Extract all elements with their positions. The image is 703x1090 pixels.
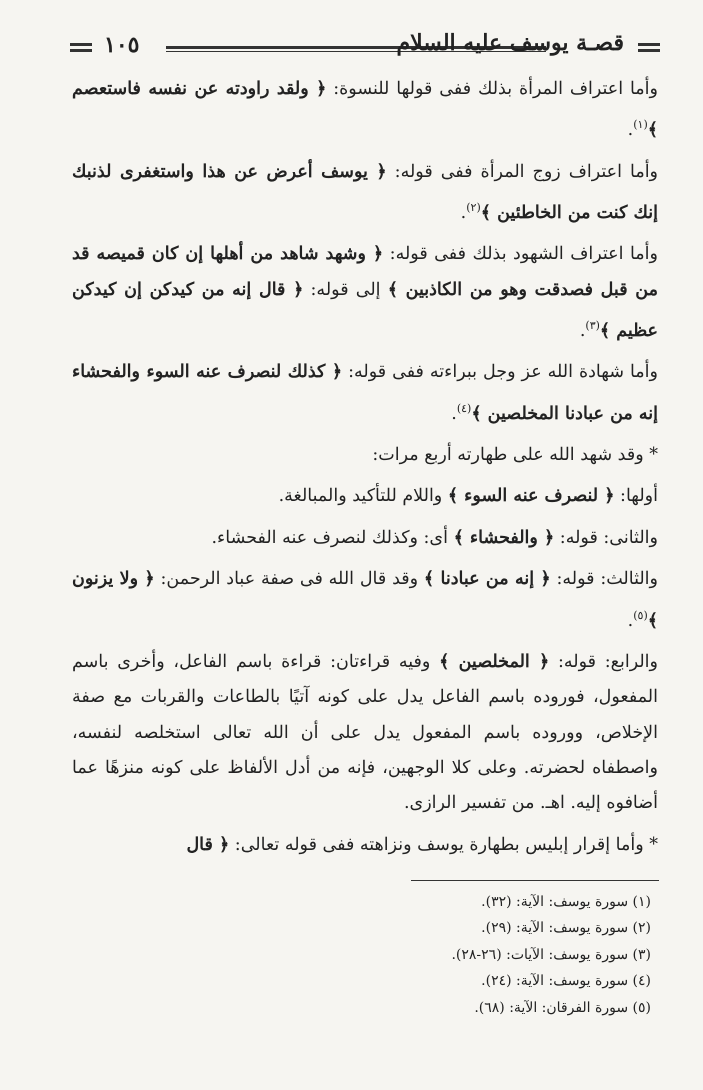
footnote: (٢) سورة يوسف: الآية: (٢٩). xyxy=(481,920,651,937)
quran-quote: ﴿ قال إنه من كيدكن إن كيدكن عظيم ﴾ xyxy=(72,279,658,341)
quran-quote: ﴿ المخلصين ﴾ xyxy=(439,651,550,672)
footnote-separator xyxy=(411,880,659,881)
header-rule xyxy=(70,49,92,52)
paragraph: * وأما إقرار إبليس بطهارة يوسف ونزاهته ففى قوله تعالى: ﴿ قال xyxy=(186,834,658,855)
quran-quote: ﴿ وشهد شاهد من أهلها إن كان قميصه قد من قبل فصدقت وهو من الكاذبين ﴾ xyxy=(72,244,658,300)
paragraph: وأما اعتراف المرأة بذلك ففى قولها للنسوة: ﴿ ولقد راودته عن نفسه فاستعصم ﴾$^{(١)}$. xyxy=(72,79,658,141)
quran-quote: ﴿ يوسف أعرض عن هذا واستغفرى لذنبك إنك كنت من الخاطئين ﴾ xyxy=(72,161,658,223)
quran-quote: ﴿ ولا يزنون ﴾ xyxy=(72,569,658,631)
paragraph: وأما شهادة الله عز وجل ببراءته ففى قوله: ﴿ كذلك لنصرف عنه السوء والفحشاء إنه من عبادنا المخلصين ﴾$^{(٤)}$. xyxy=(72,362,658,424)
paragraph: والثالث: قوله: ﴿ إنه من عبادنا ﴾ وقد قال الله فى صفة عباد الرحمن: ﴿ ولا يزنون ﴾$^{(٥)}$. xyxy=(72,569,658,631)
paragraph: وأما اعتراف الشهود بذلك ففى قوله: ﴿ وشهد شاهد من أهلها إن كان قميصه قد من قبل فصدقت وهو من الكاذبين ﴾ إلى قوله: ﴿ قال إنه من كيدكن إن كيدكن عظيم ﴾$^{(٣)}$. xyxy=(72,244,658,341)
footnote-ref: (٤) xyxy=(456,401,472,415)
footnote-ref: (٥) xyxy=(633,608,648,622)
paragraph: والثانى: قوله: ﴿ والفحشاء ﴾ أى: وكذلك لنصرف عنه الفحشاء. xyxy=(211,527,658,548)
page-number: ١٠٥ xyxy=(104,32,140,58)
footnote-ref: (٢) xyxy=(466,201,481,215)
paragraph: والرابع: قوله: ﴿ المخلصين ﴾ وفيه قراءتان: قراءة باسم الفاعل، وأخرى باسم المفعول، فوروده باسم الفاعل يدل على كونه آتيًا بالطاعات والقربات مع صفة الإخلاص، ووروده باسم المفعول يدل على أن الله تعالى استخلصه لنفسه، واصطفاه لحضرته. وعلى كلا الوجهين، فإنه من أدل الألفاظ على كونه منزهًا عما أضافوه إليه. اهـ. من تفسير الرازى. xyxy=(72,651,658,814)
header-rule xyxy=(638,43,660,46)
header-rule xyxy=(70,43,92,46)
page-header xyxy=(70,30,660,60)
quran-quote: ﴿ ولقد راودته عن نفسه فاستعصم ﴾ xyxy=(72,79,658,141)
quran-quote: ﴿ قال xyxy=(186,834,230,855)
quran-quote: ﴿ إنه من عبادنا ﴾ xyxy=(423,569,551,590)
running-title: قصـة يوسف عليه السلام xyxy=(396,30,624,56)
quran-quote: ﴿ والفحشاء ﴾ xyxy=(453,527,555,548)
quran-quote: ﴿ لنصرف عنه السوء ﴾ xyxy=(447,486,615,507)
header-rule xyxy=(638,49,660,52)
quran-quote: ﴿ كذلك لنصرف عنه السوء والفحشاء إنه من عبادنا المخلصين ﴾ xyxy=(72,362,658,424)
paragraph: وأما اعتراف زوج المرأة ففى قوله: ﴿ يوسف أعرض عن هذا واستغفرى لذنبك إنك كنت من الخاطئين ﴾$^{(٢)}$. xyxy=(72,161,659,223)
body-text xyxy=(72,72,658,869)
footnote: (٤) سورة يوسف: الآية: (٢٤). xyxy=(481,973,651,990)
footnote: (١) سورة يوسف: الآية: (٣٢). xyxy=(481,894,651,910)
footnote-ref: (١) xyxy=(633,118,648,132)
footnote: (٣) سورة يوسف: الآيات: (٢٦-٢٨). xyxy=(451,946,651,963)
footnote: (٥) سورة الفرقان: الآية: (٦٨). xyxy=(474,999,651,1016)
paragraph: * وقد شهد الله على طهارته أربع مرات: xyxy=(372,444,658,465)
paragraph: أولها: ﴿ لنصرف عنه السوء ﴾ واللام للتأكيد والمبالغة. xyxy=(278,486,658,507)
footnotes xyxy=(251,889,651,1021)
footnote-ref: (٣) xyxy=(585,319,600,333)
